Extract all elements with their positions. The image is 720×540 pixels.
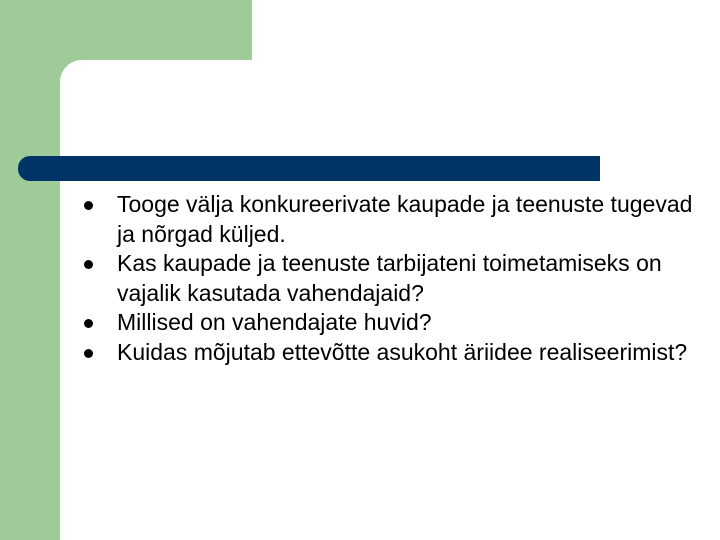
bullet-item [70,190,700,249]
bullet-item [70,338,700,368]
bullet-icon [84,319,93,328]
bullet-text: Kas kaupade ja teenuste tarbijateni toimetamiseks on vajalik kasutada vahendajaid? [117,250,662,306]
bullet-list [70,190,700,367]
decorative-green-side-strip [0,0,60,540]
bullet-text: Kuidas mõjutab ettevõtte asukoht äriidee realiseerimist? [117,338,688,365]
bullet-text: Millised on vahendajate huvid? [117,309,432,335]
bullet-item [70,249,700,308]
bullet-icon [84,349,93,358]
bullet-icon [84,201,93,210]
bullet-text: Tooge välja konkureerivate kaupade ja teenuste tugevad ja nõrgad küljed. [117,191,693,247]
bullet-item [70,308,700,338]
title-bar [18,156,600,181]
bullet-icon [84,260,93,269]
